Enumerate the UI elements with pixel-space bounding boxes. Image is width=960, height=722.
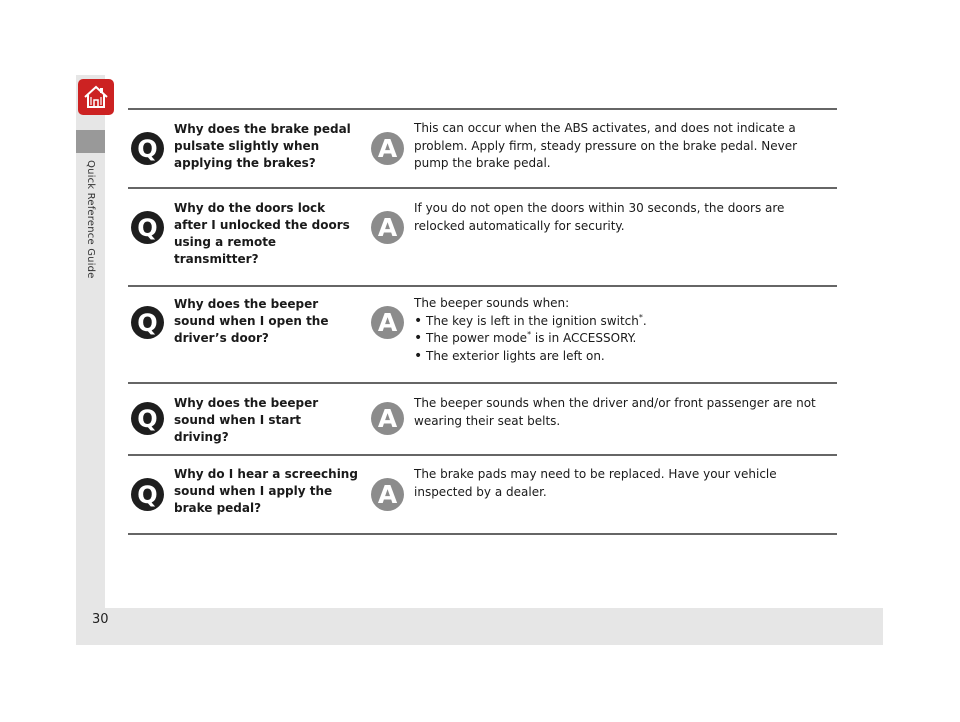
answer-badge: A	[371, 132, 404, 165]
divider	[128, 187, 837, 189]
divider	[128, 108, 837, 110]
answer-text	[414, 295, 834, 365]
answer-bullet-list	[414, 313, 834, 366]
bullet-text-tail: .	[642, 313, 647, 328]
bullet-item	[414, 313, 834, 331]
footnote-mark: *	[638, 312, 643, 322]
question-text: Why do I hear a screeching sound when I apply the brake pedal?	[174, 467, 358, 515]
question-text: Why does the brake pedal pulsate slightly when applying the brakes?	[174, 122, 351, 170]
answer-text: If you do not open the doors within 30 seconds, the doors are relocked automatically for security.	[414, 201, 785, 233]
bullet-text: The power mode	[426, 331, 528, 345]
bullet-item	[414, 330, 834, 348]
answer-badge: A	[371, 402, 404, 435]
question-text: Why do the doors lock after I unlocked the doors using a remote transmitter?	[174, 201, 350, 266]
question-text: Why does the beeper sound when I open the driver’s door?	[174, 297, 329, 345]
answer-intro: The beeper sounds when:	[414, 296, 570, 310]
answer-badge: A	[371, 211, 404, 244]
answer-badge: A	[371, 306, 404, 339]
question-text: Why does the beeper sound when I start driving?	[174, 396, 319, 444]
question-badge: Q	[131, 211, 164, 244]
answer-badge: A	[371, 478, 404, 511]
question-badge: Q	[131, 306, 164, 339]
question-badge: Q	[131, 402, 164, 435]
page-number: 30	[92, 612, 109, 627]
bullet-item	[414, 348, 834, 366]
question-badge: Q	[131, 478, 164, 511]
footnote-mark: *	[527, 330, 532, 339]
bullet-text: The key is left in the ignition switch	[426, 313, 639, 328]
bullet-text-tail: is in ACCESSORY.	[531, 331, 637, 345]
answer-text: This can occur when the ABS activates, and does not indicate a problem. Apply firm, steady pressure on the brake pedal. Never pump the brake pedal.	[414, 121, 798, 170]
section-label: Quick Reference Guide	[85, 160, 96, 279]
divider	[128, 533, 837, 535]
home-button[interactable]	[78, 79, 114, 115]
divider	[128, 454, 837, 456]
question-badge: Q	[131, 132, 164, 165]
home-icon	[83, 85, 109, 109]
section-tab-marker	[76, 130, 105, 153]
answer-text: The brake pads may need to be replaced. Have your vehicle inspected by a dealer.	[414, 467, 777, 499]
divider	[128, 382, 837, 384]
divider	[128, 285, 837, 287]
bullet-text: The exterior lights are left on.	[426, 348, 605, 363]
answer-text: The beeper sounds when the driver and/or front passenger are not wearing their seat belts.	[414, 396, 816, 428]
